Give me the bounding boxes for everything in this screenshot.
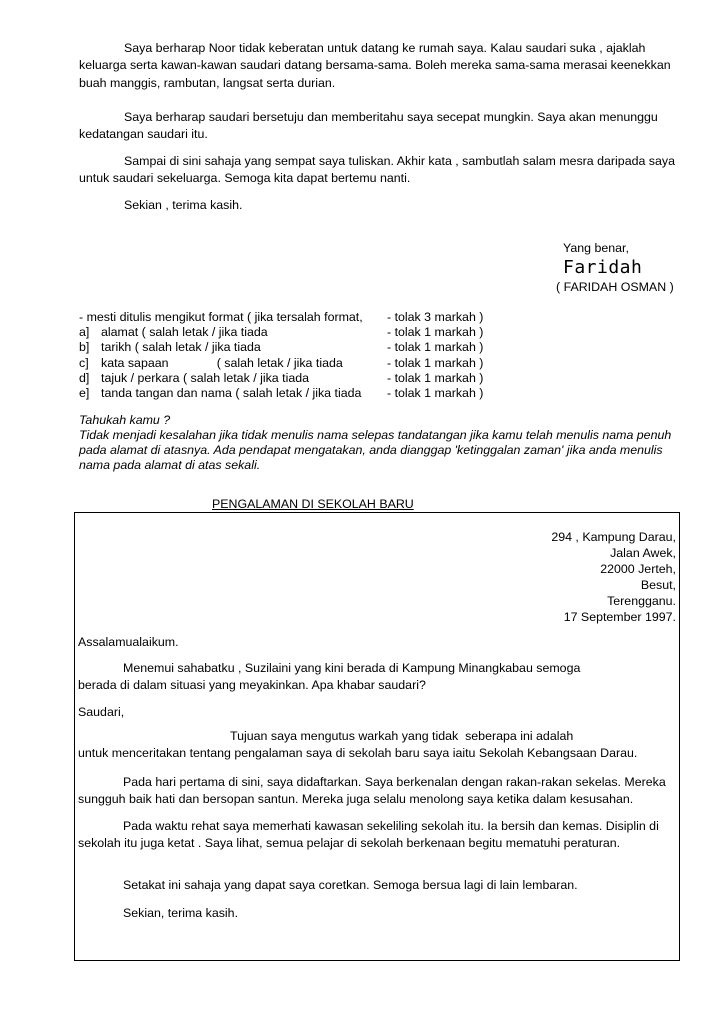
essay-paragraph-5: Setakat ini sahaja yang dapat saya coretkan. Semoga bersua lagi di lain lembaran. (123, 878, 578, 892)
marking-format-text: - mesti ditulis mengikut format ( jika tersalah format, (79, 310, 363, 324)
letter-date: 17 September 1997. (563, 610, 676, 624)
marking-penalty: - tolak 3 markah ) (387, 310, 484, 324)
essay-salutation: Saudari, (78, 705, 125, 719)
marking-item-letter: e] (79, 386, 90, 401)
marking-scheme-table (79, 310, 483, 401)
letter-paragraph-3: Sampai di sini sahaja yang sempat saya tuliskan. Akhir kata , sambutlah salam mesra daripada saya untuk saudari sekeluarga. Semoga kita dapat bertemu nanti. (79, 154, 675, 186)
essay-closing: Sekian, terima kasih. (123, 906, 239, 920)
address-line: Jalan Awek, (610, 546, 676, 560)
marking-row (79, 310, 483, 325)
essay-paragraph-3: Pada hari pertama di sini, saya didaftarkan. Saya berkenalan dengan rakan-rakan sekelas. Mereka sungguh baik hati dan bersopan santun. Mereka juga selalu menolong saya ketika dalam kesusahan. (78, 775, 666, 807)
marking-penalty: - tolak 1 markah ) (387, 325, 484, 340)
marking-penalty: - tolak 1 markah ) (387, 340, 484, 355)
marking-item-letter: c] (79, 355, 89, 370)
address-line: 294 , Kampung Darau, (551, 530, 676, 544)
essay-title: PENGALAMAN DI SEKOLAH BARU (212, 497, 414, 511)
essay-greeting: Assalamualaikum. (78, 635, 179, 649)
letter-paragraph-2: Saya berharap saudari bersetuju dan memberitahu saya secepat mungkin. Saya akan menunggu kedatangan saudari itu. (79, 110, 658, 142)
marking-item-label: tanda tangan dan nama ( salah letak / jika tiada (101, 386, 362, 401)
address-line: Besut, (640, 578, 676, 592)
tip-title: Tahukah kamu ? (79, 413, 171, 427)
marking-item-label: kata sapaan ( salah letak / jika tiada (101, 355, 343, 370)
letter-paragraph-1: Saya berharap Noor tidak keberatan untuk datang ke rumah saya. Kalau saudari suka , ajaklah keluarga serta kawan-kawan saudari datang bersama-sama. Boleh mereka sama-sama merasai keenekkan buah manggis, rambutan, langsat serta durian. (79, 41, 671, 90)
marking-row (79, 371, 483, 386)
marking-row (79, 386, 483, 401)
essay-paragraph-4: Pada waktu rehat saya memerhati kawasan sekeliling sekolah itu. Ia bersih dan kemas. Disiplin di sekolah itu juga ketat . Saya lihat, semua pelajar di sekolah berkenaan begitu mematuhi peraturan. (78, 819, 659, 851)
essay-paragraph-1: Menemui sahabatku , Suzilaini yang kini berada di Kampung Minangkabau semoga berada di dalam situasi yang meyakinkan. Apa khabar saudari? (78, 661, 581, 693)
marking-item-letter: d] (79, 370, 90, 385)
letter-closing: Yang benar, (563, 241, 629, 255)
marking-penalty: - tolak 1 markah ) (387, 386, 484, 401)
letter-paragraph-4: Sekian , terima kasih. (124, 198, 243, 212)
marking-item-letter: a] (79, 325, 90, 340)
tip-text: Tidak menjadi kesalahan jika tidak menulis nama selepas tandatangan jika kamu telah menulis nama penuh pada alamat di atasnya. Ada pendapat mengatakan, anda dianggap 'ketinggalan zaman' jika anda menulis nama pada alamat di atas sekali. (79, 428, 672, 473)
marking-row (79, 340, 483, 355)
marking-row (79, 356, 483, 371)
marking-penalty: - tolak 1 markah ) (387, 355, 484, 370)
essay-paragraph-2-first-line: Tujuan saya mengutus warkah yang tidak seberapa ini adalah (230, 729, 574, 743)
marking-row (79, 325, 483, 340)
marking-item-label: tarikh ( salah letak / jika tiada (101, 340, 261, 355)
marking-penalty: - tolak 1 markah ) (387, 370, 484, 385)
marking-item-label: tajuk / perkara ( salah letak / jika tiada (101, 370, 309, 385)
signature-full-name: ( FARIDAH OSMAN ) (556, 280, 674, 294)
marking-item-letter: b] (79, 340, 90, 355)
address-line: Terengganu. (607, 594, 676, 608)
marking-item-label: alamat ( salah letak / jika tiada (101, 325, 268, 340)
essay-paragraph-2: untuk menceritakan tentang pengalaman saya di sekolah baru saya iaitu Sekolah Kebangsaan Darau. (78, 746, 638, 760)
address-line: 22000 Jerteh, (600, 562, 676, 576)
signature: Faridah (563, 257, 643, 278)
